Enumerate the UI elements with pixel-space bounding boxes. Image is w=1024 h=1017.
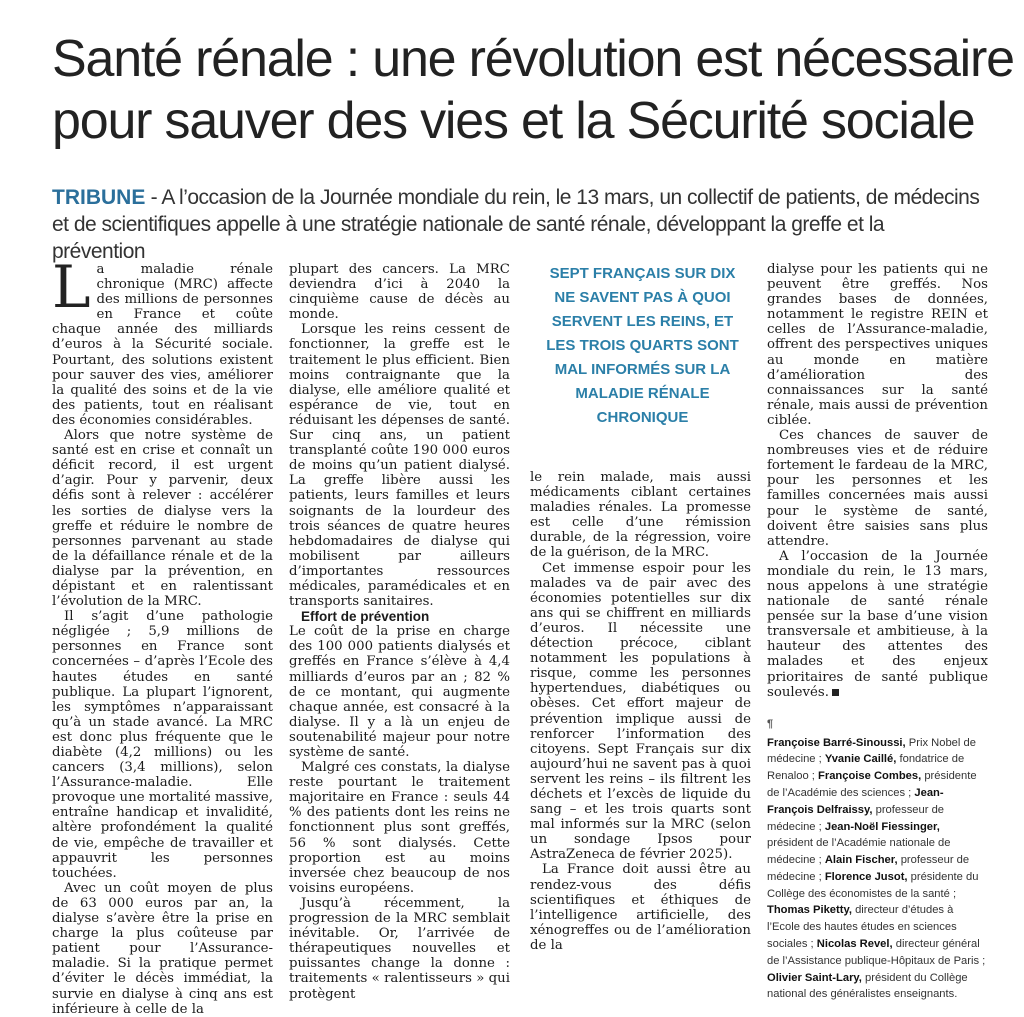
signatory-role: président de l’Académie nationale de médecine ;	[767, 837, 951, 867]
headline-line-2: pour sauver des vies et la Sécurité sociale	[52, 92, 975, 150]
pilcrow-icon: ¶	[767, 717, 774, 730]
signatory-name: Jean-François Delfraissy,	[767, 786, 944, 816]
signatories-list	[767, 716, 988, 1004]
body-paragraph: La France doit aussi être au rendez-vous des défis scientifiques et éthiques de l’intelligence artificielle, des xénogreffes ou de l’amélioration de la	[530, 862, 751, 953]
body-paragraph: La maladie rénale chronique (MRC) affecte des millions de personnes en France et coûte chaque année des milliards d’euros à la Sécurité sociale. Pourtant, des solutions existent pour sauver des vies, améliorer la qualité des soins et de la vie des patients, tout en réalisant des économies considérables.	[52, 253, 273, 428]
signatory-role: professeur de médecine ;	[767, 854, 970, 883]
signatory-name: Alain Fischer,	[824, 854, 898, 867]
standfirst-text: - A l’occasion de la Journée mondiale du rein, le 13 mars, un collectif de patients, de médecins et de scientifiques appelle à une stratégie nationale de santé rénale, développant la greffe et la prévention	[52, 186, 980, 263]
section-kicker: TRIBUNE	[52, 186, 146, 209]
signatory-name: Nicolas Revel,	[816, 938, 893, 951]
headline	[52, 28, 1014, 152]
signatory-role: présidente de l’Académie des sciences ;	[767, 770, 977, 799]
signatory-name: Françoise Combes,	[818, 770, 922, 783]
body-paragraph: Le coût de la prise en charge des 100 000 patients dialysés et greffés en France s’élève à 4,4 milliards d’euros par an ; 82 % de ce montant, qui augmente chaque année, est consacré à la dialyse. Il y a là un enjeu de soutenabilité majeur pour notre système de santé.	[289, 624, 510, 760]
signatory-role: directeur général de l’Assistance publique-Hôpitaux de Paris ;	[767, 938, 986, 967]
body-paragraph: Malgré ces constats, la dialyse reste pourtant le traitement majoritaire en France : seuls 44 % des patients dont les reins ne fonctionnent plus sont greffés, 56 % sont dialysés. Cette proportion est au moins inversée chez beaucoup de nos voisins européens.	[289, 760, 510, 896]
signatory-name: Florence Jusot,	[824, 870, 908, 883]
body-paragraph: Il s’agit d’une pathologie négligée ; 5,9 millions de personnes en France sont concernées – d’après l’Ecole des hautes études en santé publique. La plupart l’ignorent, les symptômes n’apparaissant qu’à un stade avancé. La MRC est donc plus fréquente que le diabète (4,2 millions) ou les cancers (3,4 millions), selon l’Assurance-maladie. Elle provoque une mortalité massive, entraîne handicap et invalidité, altère profondément la qualité de vie, empêche de travailler et appauvrit les personnes touchées.	[52, 609, 274, 881]
signatory-role: fondatrice de Renaloo ;	[767, 753, 965, 783]
body-paragraph: le rein malade, mais aussi médicaments ciblant certaines maladies rénales. La promesse est celle d’une rémission durable, de la régression, voire de la guérison, de la MRC.	[530, 470, 751, 561]
body-paragraph: Avec un coût moyen de plus de 63 000 euros par an, la dialyse s’avère être la prise en charge la plus coûteuse par patient pour l’Assurance-maladie. Si la pratique permet d’éviter le décès immédiat, la survie en dialyse à cinq ans est inférieure à celle de la	[52, 880, 273, 1017]
body-paragraph: Alors que notre système de santé est en crise et connaît un déficit record, il est urgent d’agir. Pour y parvenir, deux défis sont à relever : accélérer les sorties de dialyse vers la greffe et réduire le nombre de personnes parvenant au stade de la défaillance rénale et de la dialyse par la prévention, en dépistant et en ralentissant l’évolution de la MRC.	[52, 428, 273, 610]
standfirst	[52, 184, 982, 265]
signatory-role: directeur d’études à l’Ecole des hautes études en sciences sociales ;	[767, 904, 957, 951]
signatory-name: Françoise Barré-Sinoussi,	[767, 736, 906, 749]
article-column-3	[530, 470, 751, 953]
signatory-name: Thomas Piketty,	[767, 904, 852, 917]
end-of-article-mark	[832, 689, 839, 696]
signatory-name: Olivier Saint-Lary,	[767, 971, 862, 984]
signatory-name: Yvanie Caillé,	[824, 753, 897, 766]
drop-cap: L	[52, 253, 91, 321]
body-paragraph: Jusqu’à récemment, la progression de la MRC semblait inévitable. Or, l’arrivée de thérapeutiques nouvelles et puissantes change la donne : traitements « ralentisseurs » qui protègent	[289, 895, 510, 1002]
article-column-4	[767, 262, 988, 1001]
body-paragraph: Cet immense espoir pour les malades va de pair avec des économies potentielles sur dix ans qui se chiffrent en milliards d’euros. Il nécessite une détection précoce, ciblant notamment les populations à risque, comme les personnes hypertendues, diabétiques ou obèses. Cet effort majeur de prévention implique aussi de renforcer l’information des citoyens. Sept Français sur dix aujourd’hui ne savent pas à quoi servent les reins – ils filtrent les déchets et l’excès de liquide du sang – et les trois quarts sont mal informés sur la MRC (selon un sondage Ipsos pour AstraZeneca de février 2025).	[530, 560, 751, 863]
signatory-role: président du Collège national des généralistes enseignants.	[767, 971, 968, 1001]
body-paragraph: Ces chances de sauver de nombreuses vies et de réduire fortement le fardeau de la MRC, pour les personnes et les familles concernées mais aussi pour le système de santé, doivent être saisies sans plus attendre.	[767, 428, 988, 549]
section-subheading: Effort de prévention	[301, 609, 430, 625]
signatory-role: Prix Nobel de médecine ;	[767, 736, 976, 766]
body-paragraph: A l’occasion de la Journée mondiale du rein, le 13 mars, nous appelons à une stratégie nationale de santé rénale pensée sur la base d’une vision transversale et ambitieuse, à la hauteur des attentes des malades et des enjeux prioritaires de santé publique soulevés.	[767, 548, 988, 700]
signatory-name: Jean-Noël Fiessinger,	[824, 820, 940, 833]
body-paragraph: Lorsque les reins cessent de fonctionner, la greffe est le traitement le plus efficient. Bien moins contraignante que la dialyse, elle améliore qualité et espérance de vie, tout en réduisant les dépenses de santé. Sur cinq ans, un patient transplanté coûte 190 000 euros de moins qu’un patient dialysé. La greffe libère aussi les patients, leurs familles et leurs soignants de la lourdeur des trois séances de quatre heures hebdomadaires de dialyse qui mobilisent par ailleurs d’importantes ressources médicales, paramédicales et en transports sanitaires.	[289, 322, 510, 610]
article-column-2	[289, 262, 510, 1002]
pull-quote: SEPT FRANÇAIS SUR DIX NE SAVENT PAS À QUOI SERVENT LES REINS, ET LES TROIS QUARTS SONT MAL INFORMÉS SUR LA MALADIE RÉNALE CHRONIQUE	[546, 265, 739, 426]
article-column-1	[52, 253, 274, 1017]
body-paragraph: plupart des cancers. La MRC deviendra d’ici à 2040 la cinquième cause de décès au monde.	[289, 262, 510, 323]
signatory-role: professeur de médecine ;	[767, 803, 945, 833]
headline-line-1: Santé rénale : une révolution est nécessaire	[52, 30, 1014, 88]
signatory-role: présidente du Collège des économistes de la santé ;	[767, 870, 979, 900]
body-paragraph: dialyse pour les patients qui ne peuvent être greffés. Nos grandes bases de données, notamment le registre REIN et celles de l’Assurance-maladie, offrent des perspectives uniques au monde en matière d’amélioration des connaissances sur la santé rénale, mais aussi de prévention ciblée.	[767, 262, 988, 428]
